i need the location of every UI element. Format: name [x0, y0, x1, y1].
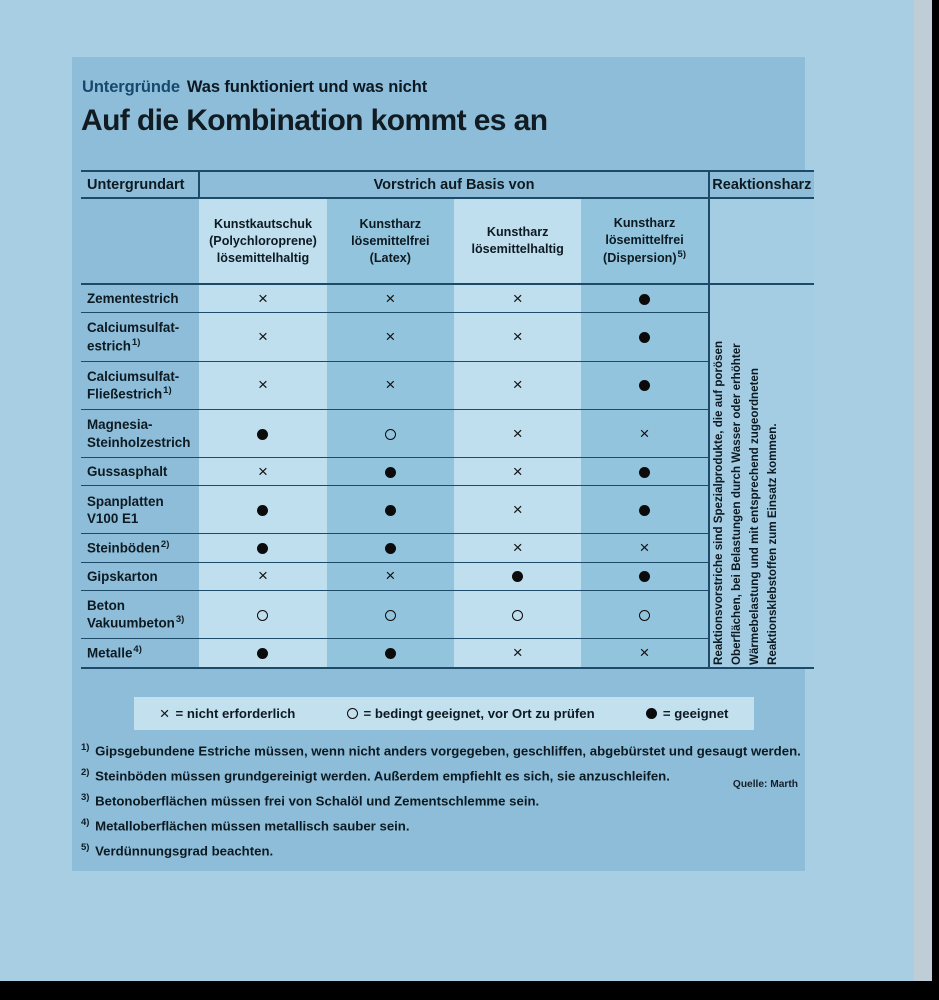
table-cell [327, 361, 454, 410]
reaktionsharz-note-text: Reaktionsvorstriche sind Spezialprodukte, die auf porösen Oberflächen, bei Belastungen durch Wasser oder erhöhter Wärmebelastung und mit entsprechend zugeordneten Reaktionsklebstoffen zum Einsatz kommen. [711, 340, 779, 665]
row-label [81, 313, 199, 362]
mark-conditionally-suitable [257, 610, 268, 621]
table-cell [454, 534, 581, 563]
row-label-line1: Magnesia- [87, 417, 153, 433]
infographic-panel [72, 57, 812, 871]
table-cell [581, 562, 708, 590]
mark-suitable [257, 429, 268, 440]
table-cell [454, 410, 581, 458]
table-cell [199, 284, 326, 313]
footnote-marker: 1) [81, 742, 90, 753]
mark-not-required: × [639, 423, 650, 443]
table-cell [327, 639, 454, 668]
table-row [81, 534, 814, 563]
table-cell [199, 590, 326, 639]
footnote-text: Metalloberflächen müssen metallisch sauber sein. [91, 818, 410, 834]
mark-suitable [646, 708, 657, 719]
footnote-text: Betonoberflächen müssen frei von Schalöl und Zementschlemme sein. [91, 793, 540, 809]
row-label-line1: Calciumsulfat- [87, 369, 180, 384]
row-label-line1: Steinböden [87, 540, 160, 556]
table-cell [199, 458, 326, 486]
table-body [81, 284, 814, 668]
mark-suitable [385, 505, 396, 516]
row-label-line2: V100 E1 [87, 510, 139, 526]
column-header-4 [581, 198, 708, 284]
footnote-3 [81, 793, 799, 808]
mark-not-required: × [258, 566, 268, 586]
column-header-4-footnote: 5) [677, 248, 686, 260]
table-cell [327, 313, 454, 362]
table-cell [454, 486, 581, 534]
row-label [81, 534, 199, 563]
compatibility-table-wrapper [81, 170, 814, 669]
row-label-footnote: 1) [163, 385, 172, 397]
footnote-2 [81, 768, 799, 783]
table-cell [581, 486, 708, 534]
mark-conditionally-suitable [639, 610, 650, 621]
mark-suitable [639, 380, 650, 391]
header-spacer [81, 198, 199, 284]
footnote-text: Steinböden müssen grundgereinigt werden. Außerdem empfiehlt es sich, sie anzuschleifen. [91, 768, 670, 784]
row-label [81, 590, 199, 639]
mark-suitable [639, 332, 650, 343]
table-cell [581, 458, 708, 486]
header-row-sub [81, 198, 814, 284]
mark-suitable [639, 571, 650, 582]
mark-not-required: × [385, 375, 396, 395]
table-cell [327, 284, 454, 313]
mark-not-required: × [385, 326, 396, 346]
mark-not-required: × [512, 461, 523, 481]
page-title: Auf die Kombination kommt es an [81, 104, 548, 137]
row-label-line1: Spanplatten [87, 493, 164, 509]
mark-suitable [385, 648, 396, 659]
mark-not-required: × [385, 288, 396, 308]
mark-suitable [639, 467, 650, 478]
table-row [81, 639, 814, 668]
table-row [81, 361, 814, 410]
kicker-text: Was funktioniert und was nicht [186, 78, 428, 96]
column-header-2-line2: lösemittelfrei [351, 233, 430, 248]
footnote-marker: 3) [81, 792, 90, 804]
mark-suitable [639, 505, 650, 516]
mark-suitable [257, 505, 268, 516]
row-header-label: Untergrundart [81, 171, 199, 198]
column-header-3-line1: Kunstharz [486, 225, 549, 239]
legend-item-0 [160, 705, 296, 722]
row-label-line1: Zementestrich [87, 290, 179, 306]
mark-not-required: × [512, 326, 523, 346]
kicker [82, 78, 427, 97]
row-label-line1: Gipskarton [87, 568, 158, 584]
table-row [81, 284, 814, 313]
table-row [81, 458, 814, 486]
column-header-4-line3: (Dispersion) [603, 251, 677, 266]
compatibility-table [81, 170, 814, 669]
footnote-marker: 4) [81, 817, 90, 829]
table-cell [581, 284, 708, 313]
kicker-label: Untergründe [82, 78, 180, 96]
table-cell [199, 639, 326, 668]
footnote-text: Gipsgebundene Estriche müssen, wenn nicht anders vorgegeben, geschliffen, abgebürstet und gesaugt werden. [91, 743, 801, 759]
footnote-marker: 5) [81, 842, 90, 854]
table-row [81, 410, 814, 458]
column-header-3-line2: lösemittelhaltig [471, 242, 564, 256]
mark-not-required: × [512, 375, 523, 395]
row-label [81, 458, 199, 486]
group-header-vorstrich: Vorstrich auf Basis von [199, 171, 708, 198]
row-label [81, 562, 199, 590]
footnote-5 [81, 843, 799, 858]
legend-item-label: = geeignet [662, 706, 729, 721]
row-label-footnote: 4) [133, 644, 142, 656]
legend-item-2 [646, 706, 729, 721]
table-cell [327, 534, 454, 563]
legend-item-label: = nicht erforderlich [175, 706, 296, 721]
table-cell [581, 590, 708, 639]
mark-suitable [385, 543, 396, 554]
mark-suitable [385, 467, 396, 478]
table-cell [454, 458, 581, 486]
mark-not-required: × [159, 704, 170, 723]
table-row [81, 590, 814, 639]
column-header-1-line1: Kunstkautschuk [213, 216, 312, 231]
mark-not-required: × [512, 537, 523, 557]
row-label-line1: Beton [87, 598, 125, 614]
column-header-1 [199, 198, 326, 284]
column-header-4-line1: Kunstharz [613, 215, 676, 230]
footnote-1 [81, 743, 799, 758]
table-row [81, 313, 814, 362]
mark-conditionally-suitable [385, 610, 396, 621]
table-cell [454, 284, 581, 313]
table-cell [199, 361, 326, 410]
table-cell [581, 313, 708, 362]
legend-item-1 [347, 706, 595, 721]
row-label [81, 410, 199, 458]
row-label [81, 284, 199, 313]
table-cell [327, 410, 454, 458]
mark-not-required: × [639, 643, 650, 663]
table-cell [454, 639, 581, 668]
row-label-line2: Fließestrich [87, 386, 163, 402]
right-grey-strip [914, 0, 932, 981]
table-head [81, 171, 814, 284]
column-header-2-line3: (Latex) [369, 250, 411, 265]
mark-conditionally-suitable [385, 429, 396, 440]
table-cell [581, 639, 708, 668]
table-row [81, 486, 814, 534]
table-cell [581, 410, 708, 458]
footnote-text: Verdünnungsgrad beachten. [91, 843, 274, 859]
table-cell [454, 361, 581, 410]
legend-item-label: = bedingt geeignet, vor Ort zu prüfen [363, 706, 595, 721]
legend [134, 697, 754, 730]
mark-conditionally-suitable [347, 708, 358, 719]
mark-not-required: × [512, 499, 523, 519]
table-cell [454, 313, 581, 362]
row-label [81, 486, 199, 534]
table-cell [454, 590, 581, 639]
row-label-footnote: 2) [160, 539, 170, 551]
table-cell [327, 486, 454, 534]
mark-conditionally-suitable [512, 610, 523, 621]
header-row-top [81, 171, 814, 198]
row-label-line1: Metalle [87, 645, 133, 661]
source-credit: Quelle: Marth [732, 779, 798, 790]
mark-not-required: × [258, 326, 268, 346]
row-label-line2: estrich [87, 338, 131, 354]
reaktionsharz-header-spacer [709, 198, 814, 284]
table-cell [199, 534, 326, 563]
row-label-line2: Steinholzestrich [87, 434, 191, 450]
mark-not-required: × [258, 288, 268, 308]
table-cell [199, 313, 326, 362]
mark-suitable [257, 543, 268, 554]
mark-suitable [512, 571, 523, 582]
mark-not-required: × [258, 461, 268, 481]
table-cell [327, 458, 454, 486]
bottom-cropped-text [60, 986, 860, 1000]
table-cell [581, 361, 708, 410]
mark-not-required: × [512, 288, 523, 308]
row-label-line1: Calciumsulfat- [87, 320, 180, 336]
table-cell [581, 534, 708, 563]
mark-not-required: × [512, 643, 523, 663]
footnote-marker: 2) [81, 767, 90, 779]
row-label [81, 361, 199, 410]
table-row [81, 562, 814, 590]
row-label-line2: Vakuumbeton [87, 615, 175, 631]
mark-suitable [257, 648, 268, 659]
row-label-footnote: 3) [175, 614, 185, 626]
column-header-1-line2: (Polychloroprene) [209, 233, 317, 248]
column-header-2 [327, 198, 454, 284]
mark-suitable [639, 294, 650, 305]
row-label [81, 639, 199, 668]
mark-not-required: × [385, 566, 396, 586]
footnote-4 [81, 818, 799, 833]
table-cell [454, 562, 581, 590]
right-black-edge [932, 0, 939, 1000]
table-cell [199, 562, 326, 590]
footnotes-list [81, 743, 799, 868]
table-cell [327, 562, 454, 590]
group-header-reaktionsharz: Reaktionsharz [709, 171, 814, 198]
row-label-line1: Gussasphalt [87, 464, 168, 480]
row-label-footnote: 1) [131, 336, 141, 348]
column-header-3 [454, 198, 581, 284]
mark-not-required: × [639, 537, 650, 557]
table-cell [199, 410, 326, 458]
column-header-2-line1: Kunstharz [359, 216, 422, 231]
table-cell [199, 486, 326, 534]
mark-not-required: × [512, 423, 523, 443]
reaktionsharz-note-cell [709, 284, 814, 668]
table-cell [327, 590, 454, 639]
column-header-1-line3: lösemittelhaltig [216, 250, 310, 265]
mark-not-required: × [258, 375, 268, 395]
column-header-4-line2: lösemittelfrei [605, 232, 684, 247]
